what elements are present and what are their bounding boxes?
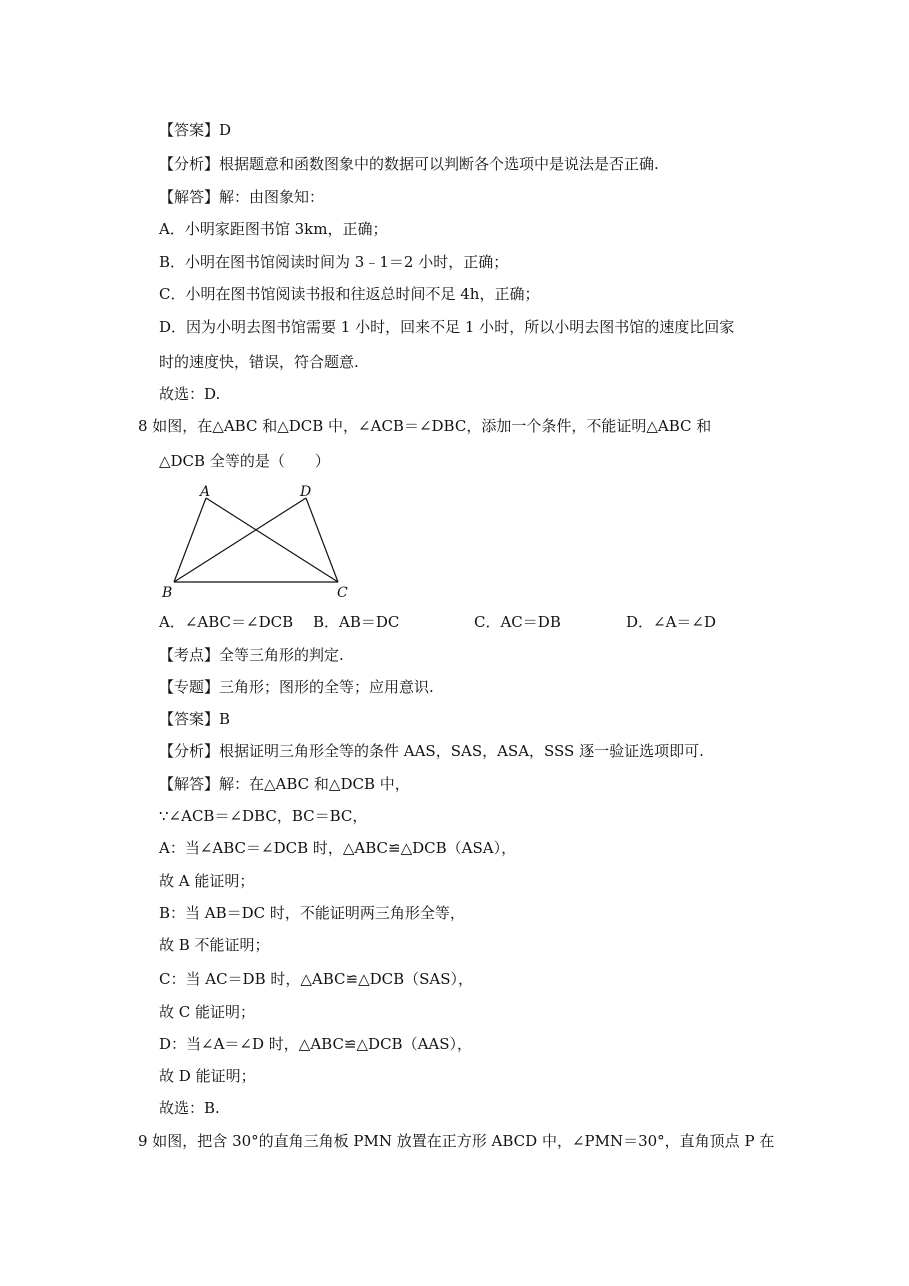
topic-line: 【考点】全等三角形的判定. [159, 646, 344, 664]
case-d: D：当∠A＝∠D 时，△ABC≌△DCB（AAS）， [159, 1035, 473, 1053]
case-a: A：当∠ABC＝∠DCB 时，△ABC≌△DCB（ASA）， [159, 839, 517, 857]
vertex-label-c: C [337, 585, 348, 601]
analysis-line: 【分析】根据题意和函数图象中的数据可以判断各个选项中是说法是否正确. [159, 155, 659, 173]
triangle-figure [158, 480, 358, 602]
analysis-line-8: 【分析】根据证明三角形全等的条件 AAS，SAS，ASA，SSS 逐一验证选项即可. [159, 742, 704, 760]
case-c-result: 故 C 能证明； [159, 1003, 256, 1021]
solution-line: 【解答】解：由图象知： [159, 188, 325, 206]
option-c: C．AC＝DB [474, 613, 561, 631]
vertex-label-b: B [162, 585, 173, 601]
subject-line: 【专题】三角形；图形的全等；应用意识. [159, 678, 434, 696]
option-d: D．∠A＝∠D [626, 613, 717, 631]
segment-dc [306, 498, 338, 582]
case-b-result: 故 B 不能证明； [159, 936, 270, 954]
case-d-result: 故 D 能证明； [159, 1067, 256, 1085]
segment-db [174, 498, 306, 582]
question-8-line-1: 8 如图，在△ABC 和△DCB 中，∠ACB＝∠DBC，添加一个条件，不能证明△ABC 和 [138, 417, 712, 435]
choice-line-8: 故选：B. [159, 1099, 220, 1117]
vertex-label-d: D [300, 484, 312, 500]
question-9-line-1: 9 如图，把含 30°的直角三角板 PMN 放置在正方形 ABCD 中，∠PMN＝30°，直角顶点 P 在 [138, 1132, 775, 1150]
option-a: A．∠ABC＝∠DCB [159, 613, 294, 631]
solution-option-b: B．小明在图书馆阅读时间为 3﹣1＝2 小时，正确； [159, 253, 509, 271]
question-8-line-2: △DCB 全等的是（ ） [159, 452, 330, 470]
solution-option-a: A．小明家距图书馆 3km，正确； [159, 220, 388, 238]
solution-option-d-cont: 时的速度快，错误，符合题意. [159, 353, 359, 371]
choice-line: 故选：D. [159, 385, 221, 403]
case-a-result: 故 A 能证明； [159, 872, 255, 890]
solution-option-c: C．小明在图书馆阅读书报和往返总时间不足 4h，正确； [159, 285, 540, 303]
case-c: C：当 AC＝DB 时，△ABC≌△DCB（SAS）， [159, 970, 474, 988]
given-line: ∵∠ACB＝∠DBC，BC＝BC， [159, 807, 368, 825]
segment-ab [174, 498, 206, 582]
answer-line: 【答案】D [159, 121, 232, 139]
segment-ac [206, 498, 338, 582]
case-b: B：当 AB＝DC 时，不能证明两三角形全等， [159, 904, 465, 922]
solution-line-8: 【解答】解：在△ABC 和△DCB 中， [159, 775, 410, 793]
option-b: B．AB＝DC [313, 613, 400, 631]
answer-line-8: 【答案】B [159, 710, 231, 728]
vertex-label-a: A [200, 484, 211, 500]
solution-option-d: D．因为小明去图书馆需要 1 小时，回来不足 1 小时，所以小明去图书馆的速度比回家 [159, 318, 735, 336]
